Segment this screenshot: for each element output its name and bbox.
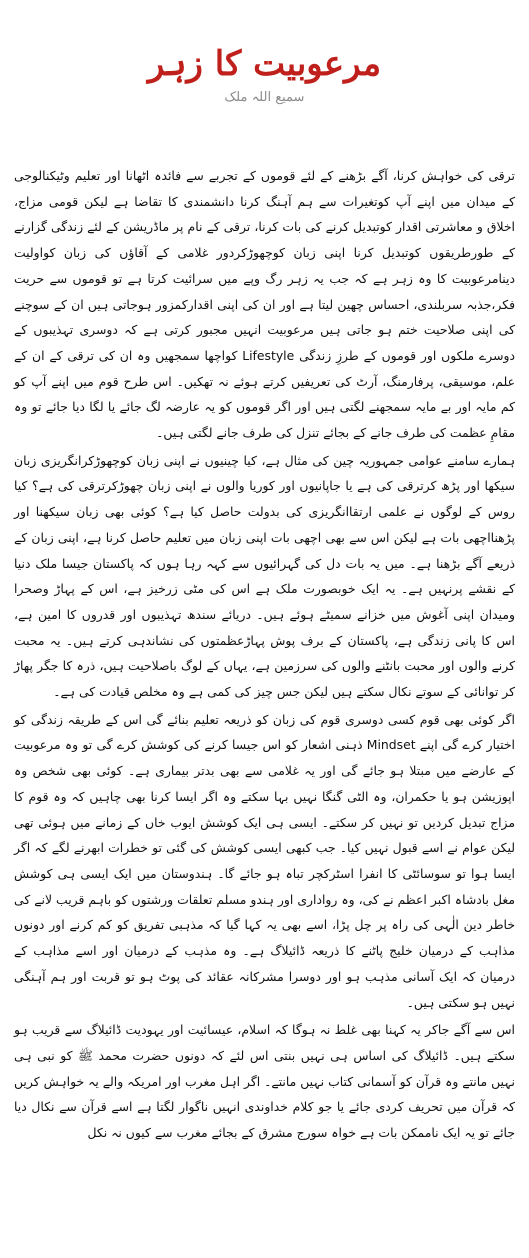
article-paragraph: اگر کوئی بھی قوم کسی دوسری قوم کی زبان کو ذریعہ تعلیم بنائے گی اس کے طریقہ زندگی کو اختیار کرے گی اپنے Mindset ذہنی اشعار کو اس جیسا کرنے کی کوشش کرے گی تو وہ مرعوبیت کے عارضے میں مبتلا ہو جائے گی اور یہ غلامی سے بھی بدتر بیماری ہے۔ کوئی بھی شخص وہ اپوزیشن ہو یا حکمران، وہ الٹی گنگا نہیں بہا سکتے وہ اگر ایسا کرنا بھی چاہیں کہ وہ قوم کا مزاج تبدیل کردیں تو نہیں کر سکتے۔ ایسی ہی ایک کوشش ایوب خاں کے زمانے میں ہوئی تھی لیکن عوام نے اسے قبول نہیں کیا۔ جب کبھی ایسی کوشش کی گئی تو خطرات ابھرنے لگے کہ اگر ایسا ہوا تو سوسائٹی کا انفرا اسٹرکچر تباہ ہو جائے گا۔ ہندوستان میں ایک ایسی ہی کوشش مغل بادشاہ اکبر اعظم نے کی، وہ رواداری اور ہندو مسلم تعلقات ورشتوں کو باہم قریب لانے کی خاطر دین الٰہی کی راہ پر چل پڑا، اسے بھی یہ کہا گیا کہ مذہبی تفریق کو کم کرنے اور دونوں مذاہب کے درمیان خلیج پاٹنے کا ذریعہ ڈائیلاگ ہے۔ وہ مذہب کے درمیان اور اسے مذاہب کے درمیان کہ ایک آسانی مذہب ہو اور دوسرا مشرکانہ عقائد کی پوٹ ہو تو قربت اور ہم آہنگی نہیں ہو سکتی ہیں۔ bbox=[14, 711, 515, 1010]
article-title: مرعوبیت کا زہر bbox=[147, 44, 382, 84]
article-paragraph: ہمارے سامنے عوامی جمہوریہ چین کی مثال ہے، کیا چینیوں نے اپنی زبان کوچھوڑکرانگریزی زبان سیکھا اور پڑھ کرترقی کی ہے یا جاپانیوں اور کوریا والوں نے اپنی زبان چھوڑکرترقی کی ہے؟ کیا روس کے لوگوں نے علمی ارتقاانگریزی کی بدولت حاصل کیا ہے؟ کوئی بھی زبان سیکھنا اور پڑھنااچھی بات ہے لیکن اس سے بھی اچھی بات اپنی زبان میں تعلیم حاصل کرنا ہے، اپنی زبان کے ذریعے آگے بڑھنا ہے۔ میں یہ بات دل کی گہرائیوں سے کہہ رہا ہوں کہ پاکستان جیسا ملک دنیا کے نقشے پرنہیں ہے۔ یہ ایک خوبصورت ملک ہے اس کی مٹی زرخیز ہے، اس کے پہاڑ وصحرا ومیدان اپنی آغوش میں خزانے سمیٹے ہوئے ہیں۔ دریائے سندھ تہذیبوں اور قدروں کا امین ہے، اس کا پانی زندگی ہے، پاکستان کے برف پوش پہاڑعظمتوں کی نشاندہی کرتے ہیں۔ یہ محبت کرنے والوں اور محبت بانٹنے والوں کی سرزمین ہے، یہاں کے لوگ باصلاحیت ہیں، ذرہ کا جگر پھاڑ کر توانائی کے سوتے نکال سکتے ہیں لیکن جس چیز کی کمی ہے وہ مخلص قیادت کی ہے۔ bbox=[14, 452, 515, 700]
article-paragraph: ترقی کی خواہش کرنا، آگے بڑھنے کے لئے قوموں کے تجربے سے فائدہ اٹھانا اور تعلیم وٹیکنالوجی کے میدان میں اپنے آپ کوتغیرات سے ہم آہنگ کرنا دانشمندی کا تقاضا ہے لیکن قومی مزاج، اخلاق و معاشرتی اقدار کوتبدیل کرنے کی بات کرنا، ترقی کے نام پر ماڈریشن کے لئے زندگی گزارنے کے طورطریقوں کوتبدیل کرنا اپنی زبان کوچھوڑکردور غلامی کے آقاؤں کی زبان کواولیت دینامرعوبیت کا وہ زہر ہے کہ جب یہ زہر رگ وپے میں سرائیت کرتا ہے تو قوموں سے حریت فکر،جذبہ سربلندی، احساس چھین لیتا ہے اور ان کی اپنی اقدارکمزور ہوجاتی ہیں ان کے سوچنے کی اپنی صلاحیت ختم ہو جاتی ہیں مرعوبیت انہیں مجبور کرتی ہے کہ دوسری تہذیبوں کے دوسرے ملکوں اور قوموں کے طرزِ زندگی Lifestyle کواچھا سمجھیں وہ ان کی ترقی کے ان کے علم، موسیقی، پرفارمنگ، آرٹ کی تعریفیں کرتے ہوئے نہ تھکیں۔ اس طرح قوم میں اپنے آپ کو کم مایہ اور بے مایہ سمجھنے لگتی ہیں اور اگر قوموں کو یہ عارضہ لگ جائے یا لگا دیا جائے تو وہ مقامِ عظمت کی طرف جانے کے بجائے تنزل کی طرف جانے لگتی ہیں۔ bbox=[14, 168, 515, 441]
article-body bbox=[14, 163, 515, 1148]
article-author: سمیع اللہ ملک bbox=[224, 90, 305, 105]
article-paragraph: اس سے آگے جاکر یہ کہنا بھی غلط نہ ہوگا کہ اسلام، عیسائیت اور یہودیت ڈائیلاگ سے قریب ہو سکتے ہیں۔ ڈائیلاگ کی اساس ہی نہیں بنتی اس لئے کہ دونوں حضرت محمد ﷺ کو نبی ہی نہیں مانتے وہ قرآن کو آسمانی کتاب نہیں مانتے۔ اگر اہل مغرب اور امریکہ والے یہ خواہش کریں کہ قرآن میں تحریف کردی جائے یا جو کلام خداوندی انہیں ناگوار لگتا ہے اسے قرآن سے نکال دیا جائے تو یہ ایک ناممکن بات ہے خواہ سورج مشرق کے بجائے مغرب سے کیوں نہ نکل bbox=[14, 1022, 515, 1141]
